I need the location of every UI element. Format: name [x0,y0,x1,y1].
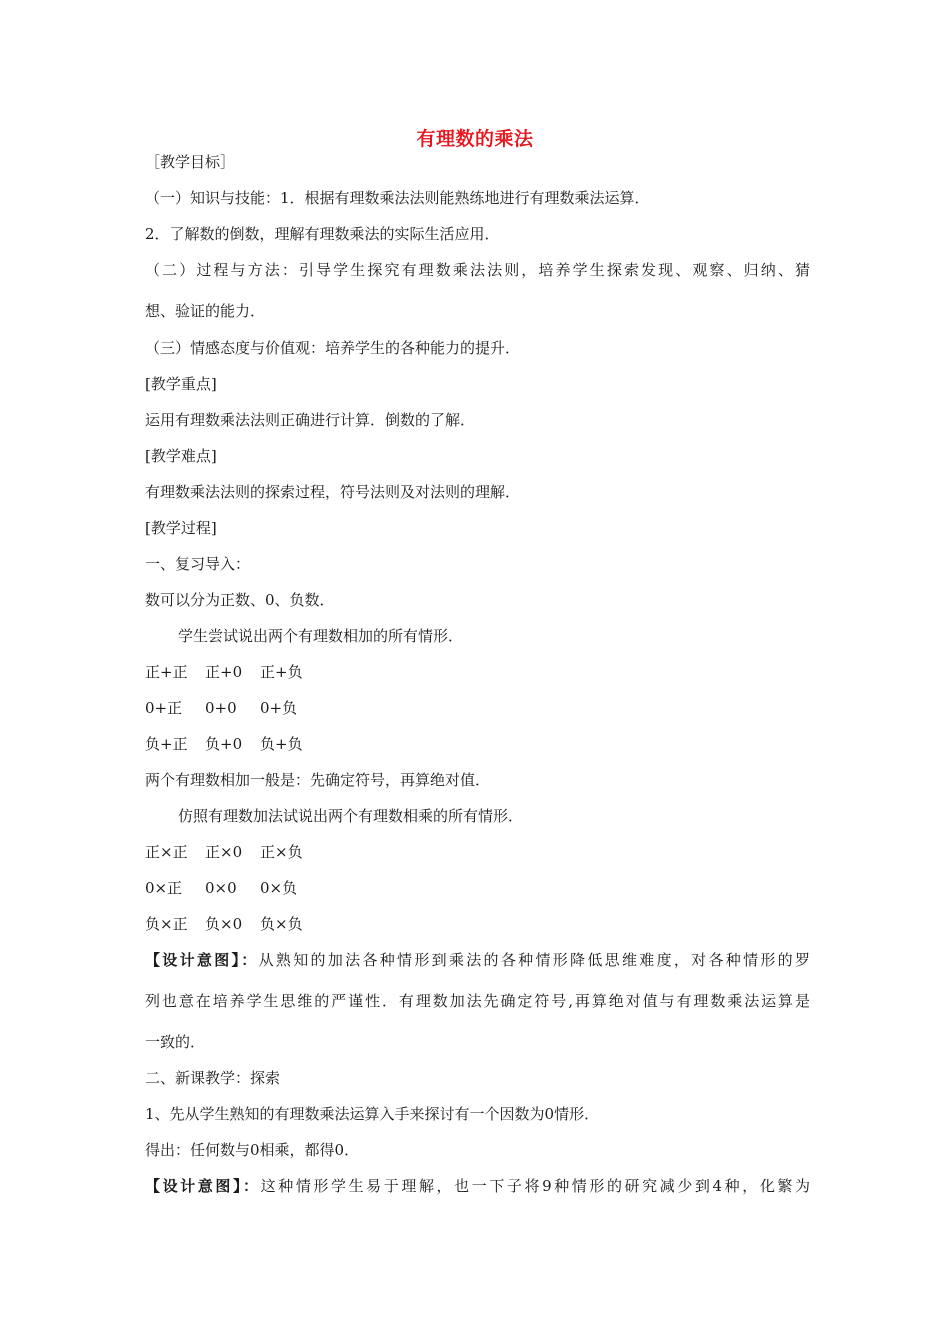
goal-attitudes-values: （三）情感态度与价值观：培养学生的各种能力的提升． [145,339,521,357]
section-new-lesson: 二、新课教学：探索 [145,1069,281,1087]
add-case: 正+负 [260,663,303,681]
mul-cases-row [145,914,810,934]
heading-teaching-difficulty: [教学难点] [145,447,217,465]
goal-process-methods-cont: 想、验证的能力． [145,302,266,320]
heading-teaching-focus: [教学重点] [145,375,217,393]
add-case: 负+正 [145,735,188,753]
section-review-intro: 一、复习导入： [145,555,251,573]
add-case: 负+负 [260,735,303,753]
mul-case: 正×正 [145,843,188,861]
page-title: 有理数的乘法 [416,128,534,150]
design-intent-1-cont: 列也意在培养学生思维的严谨性．有理数加法先确定符号,再算绝对值与有理数乘法运算是 [145,992,810,1010]
add-cases-row [145,698,810,718]
mul-cases-row [145,878,810,898]
mul-case: 正×0 [205,843,243,861]
explore-step-1: 1、先从学生熟知的有理数乘法运算入手来探讨有一个因数为0情形． [145,1105,600,1123]
goal-process-methods: （二）过程与方法：引导学生探究有理数乘法法则，培养学生探索发现、观察、归纳、猜 [145,261,810,279]
mul-cases-prompt: 仿照有理数加法试说出两个有理数相乘的所有情形． [178,807,524,825]
design-intent-1 [145,950,810,970]
mul-case: 负×正 [145,915,188,933]
teaching-focus-text: 运用有理数乘法法则正确进行计算．倒数的了解． [145,411,476,429]
goal-knowledge-skills: （一）知识与技能：1．根据有理数乘法法则能熟练地进行有理数乘法运算． [145,189,650,207]
mul-cases-row [145,842,810,862]
explore-result: 得出：任何数与0相乘，都得0． [145,1141,360,1159]
goal-item-2: 2．了解数的倒数，理解有理数乘法的实际生活应用． [145,225,500,243]
add-case: 0+0 [205,699,237,717]
design-intent-2 [145,1176,810,1196]
add-rule-summary: 两个有理数相加一般是：先确定符号，再算绝对值． [145,771,491,789]
add-case: 正+正 [145,663,188,681]
teaching-difficulty-text: 有理数乘法法则的探索过程，符号法则及对法则的理解． [145,483,521,501]
review-number-types: 数可以分为正数、0、负数． [145,591,335,609]
design-intent-label: 【设计意图】： [145,1177,261,1195]
heading-teaching-process: [教学过程] [145,519,217,537]
add-case: 负+0 [205,735,243,753]
mul-case: 0×正 [145,879,183,897]
add-case: 0+负 [260,699,298,717]
design-intent-1-end: 一致的． [145,1033,206,1051]
heading-teaching-goals: ［教学目标］ [145,153,236,171]
mul-case: 0×0 [205,879,237,897]
add-cases-row [145,734,810,754]
add-case: 0+正 [145,699,183,717]
add-cases-row [145,662,810,682]
design-intent-text: 从熟知的加法各种情形到乘法的各种情形降低思维难度，对各种情形的罗 [258,951,810,969]
mul-case: 负×负 [260,915,303,933]
mul-case: 负×0 [205,915,243,933]
design-intent-label: 【设计意图】： [145,951,259,969]
add-case: 正+0 [205,663,243,681]
mul-case: 正×负 [260,843,303,861]
review-add-cases-prompt: 学生尝试说出两个有理数相加的所有情形． [178,627,464,645]
mul-case: 0×负 [260,879,298,897]
design-intent-text: 这种情形学生易于理解，也一下子将9种情形的研究减少到4种，化繁为 [260,1177,810,1195]
